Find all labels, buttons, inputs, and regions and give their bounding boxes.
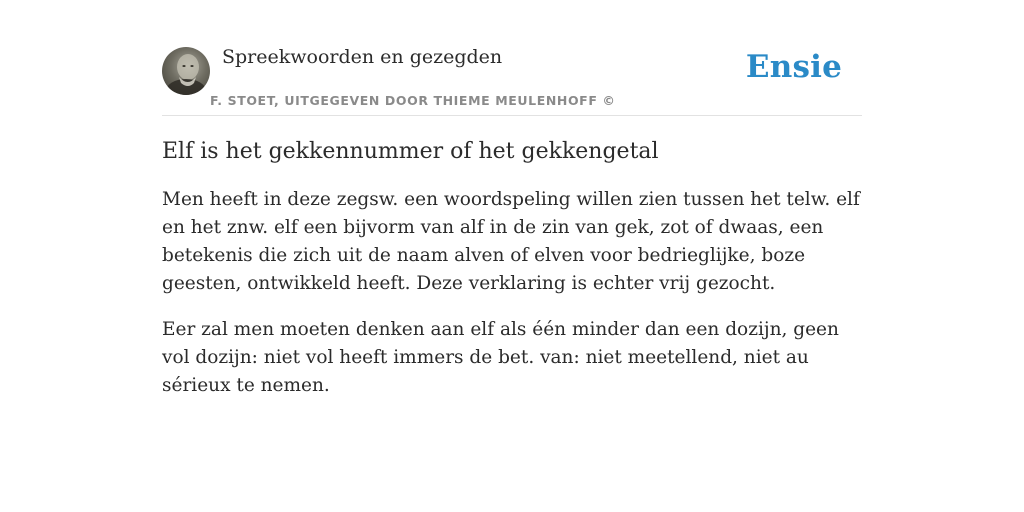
source-header — [162, 44, 862, 116]
entry-card — [162, 44, 862, 400]
source-credit: F. STOET, UITGEGEVEN DOOR THIEME MEULENHOFF © — [210, 93, 616, 108]
author-portrait-icon — [162, 47, 210, 95]
ensie-logo[interactable]: Ensie — [745, 49, 842, 85]
source-title[interactable]: Spreekwoorden en gezegden — [222, 46, 503, 68]
entry-title: Elf is het gekkennummer of het gekkengetal — [162, 139, 659, 164]
entry-paragraph: Eer zal men moeten denken aan elf als één minder dan een dozijn, geen vol dozijn: niet vol heeft immers de bet. van: niet meetellend, niet au sérieux te nemen. — [162, 319, 839, 396]
entry-paragraph: Men heeft in deze zegsw. een woordspeling willen zien tussen het telw. elf en het znw. elf een bijvorm van alf in de zin van gek, zot of dwaas, een betekenis die zich uit de naam alven of elven voor bedrieglijke, boze geesten, ontwikkeld heeft. Deze verklaring is echter vrij gezocht. — [162, 189, 860, 294]
